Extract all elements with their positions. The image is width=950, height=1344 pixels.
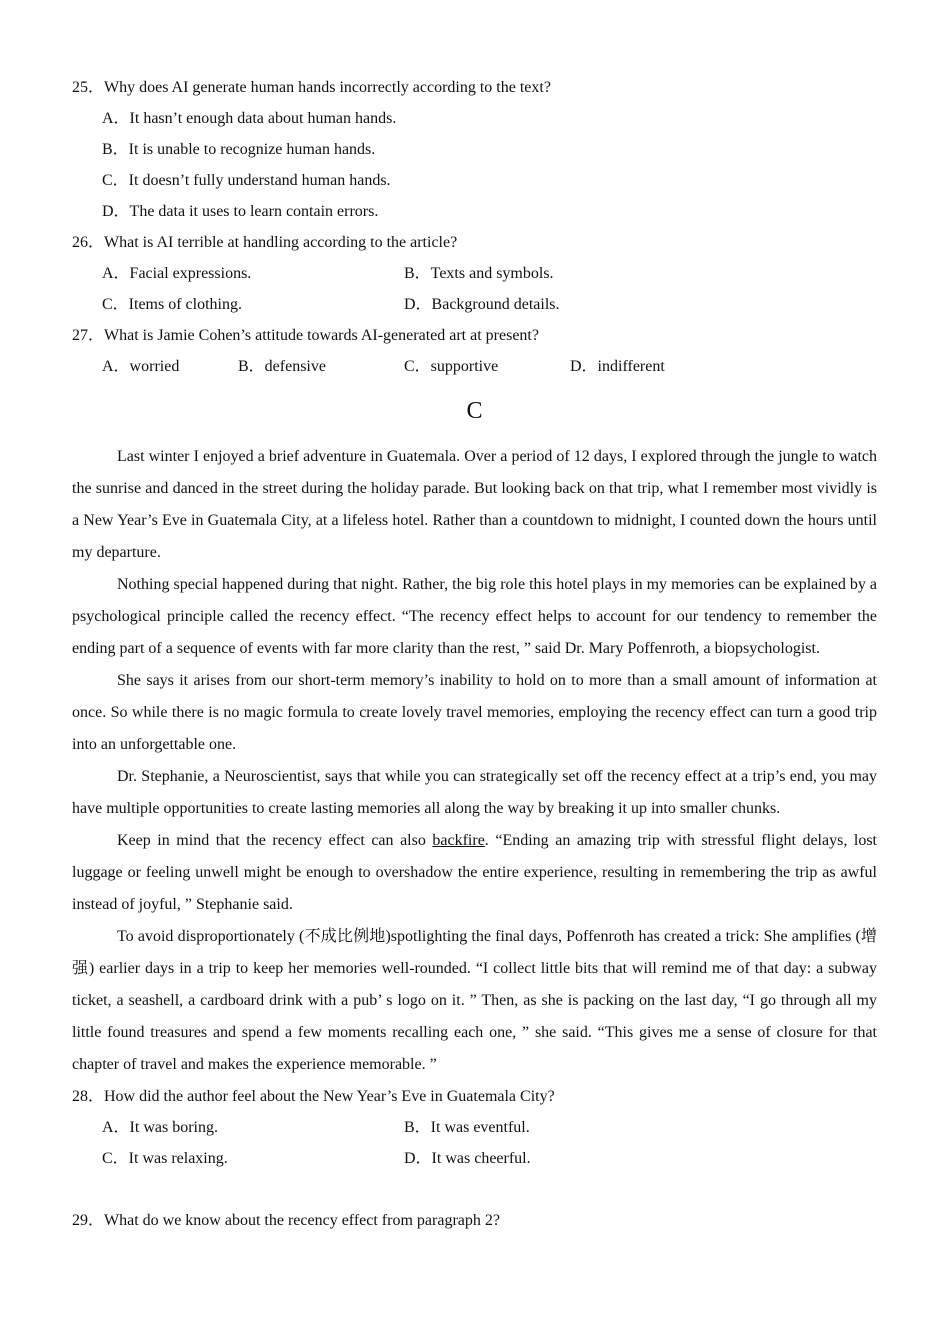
paragraph-2: Nothing special happened during that night. Rather, the big role this hotel plays in my memories can be explained by a psychological principle called the recency effect. “The recency effect helps to account for our tendency to remember the ending part of a sequence of events with far more clarity than the rest, ” said Dr. Mary Poffenroth, a biopsychologist. — [72, 575, 877, 657]
question-25: 25．Why does AI generate human hands incorrectly according to the text? — [72, 78, 551, 96]
option-a: A．worried — [102, 357, 180, 375]
text: Keep in mind that the recency effect can also — [117, 831, 433, 849]
option-d: D．indifferent — [570, 357, 665, 375]
option-d: D．The data it uses to learn contain errors. — [102, 202, 379, 220]
option-row — [72, 134, 877, 165]
option-a: A．Facial expressions. — [102, 264, 252, 282]
paragraph-1: Last winter I enjoyed a brief adventure in Guatemala. Over a period of 12 days, I explored through the jungle to watch the sunrise and danced in the street during the holiday parade. But looking back on that trip, what I remember most vividly is a New Year’s Eve in Guatemala City, at a lifeless hotel. Rather than a countdown to midnight, I counted down the hours until my departure. — [72, 447, 877, 561]
spacer — [72, 1174, 877, 1205]
option-c: C．Items of clothing. — [102, 295, 242, 313]
option-c: C．It was relaxing. — [102, 1149, 228, 1167]
option-c: C．supportive — [404, 357, 499, 375]
paragraph-5 — [72, 825, 877, 921]
option-b: B．defensive — [238, 357, 326, 375]
option-row — [72, 1143, 877, 1174]
underlined-word: backfire — [432, 831, 485, 849]
paragraph-6: To avoid disproportionately (不成比例地)spotlighting the final days, Poffenroth has created a trick: She amplifies (增强) earlier days in a trip to keep her memories well-rounded. “I collect little bits that will remind me of that day: a subway ticket, a seashell, a cardboard drink with a pub’ s logo on it. ” Then, as she is packing on the last day, “I go through all my little found treasures and spend a few moments recalling each one, ” she said. “This gives me a sense of closure for that chapter of travel and makes the experience memorable. ” — [72, 927, 877, 1073]
option-row — [72, 103, 877, 134]
option-b: B．It is unable to recognize human hands. — [102, 140, 376, 158]
document-page — [72, 72, 877, 1236]
option-a: A．It hasn’t enough data about human hands. — [102, 109, 397, 127]
question-29: 29．What do we know about the recency effect from paragraph 2? — [72, 1211, 500, 1229]
option-row — [72, 289, 877, 320]
option-row — [72, 351, 877, 382]
section-title: C — [466, 397, 483, 424]
option-d: D．Background details. — [404, 295, 560, 313]
option-row — [72, 1112, 877, 1143]
text: . “Ending an amazing trip with stressful flight delays, lost luggage or feeling unwell might be enough to overshadow the entire experience, resulting in remembering the trip as awful instead of joyful, ” Stephanie said. — [72, 831, 877, 913]
option-b: B．Texts and symbols. — [404, 264, 554, 282]
paragraph-3: She says it arises from our short-term memory’s inability to hold on to more than a small amount of information at once. So while there is no magic formula to create lovely travel memories, employing the recency effect can turn a good trip into an unforgettable one. — [72, 671, 877, 753]
option-d: D．It was cheerful. — [404, 1149, 531, 1167]
option-row — [72, 258, 877, 289]
option-row — [72, 165, 877, 196]
option-a: A．It was boring. — [102, 1118, 218, 1136]
question-27: 27．What is Jamie Cohen’s attitude towards AI-generated art at present? — [72, 326, 539, 344]
option-c: C．It doesn’t fully understand human hands. — [102, 171, 391, 189]
option-b: B．It was eventful. — [404, 1118, 530, 1136]
paragraph-4: Dr. Stephanie, a Neuroscientist, says that while you can strategically set off the recency effect at a trip’s end, you may have multiple opportunities to create lasting memories all along the way by breaking it up into smaller chunks. — [72, 767, 877, 817]
question-26: 26．What is AI terrible at handling according to the article? — [72, 233, 458, 251]
question-28: 28．How did the author feel about the New Year’s Eve in Guatemala City? — [72, 1087, 555, 1105]
option-row — [72, 196, 877, 227]
